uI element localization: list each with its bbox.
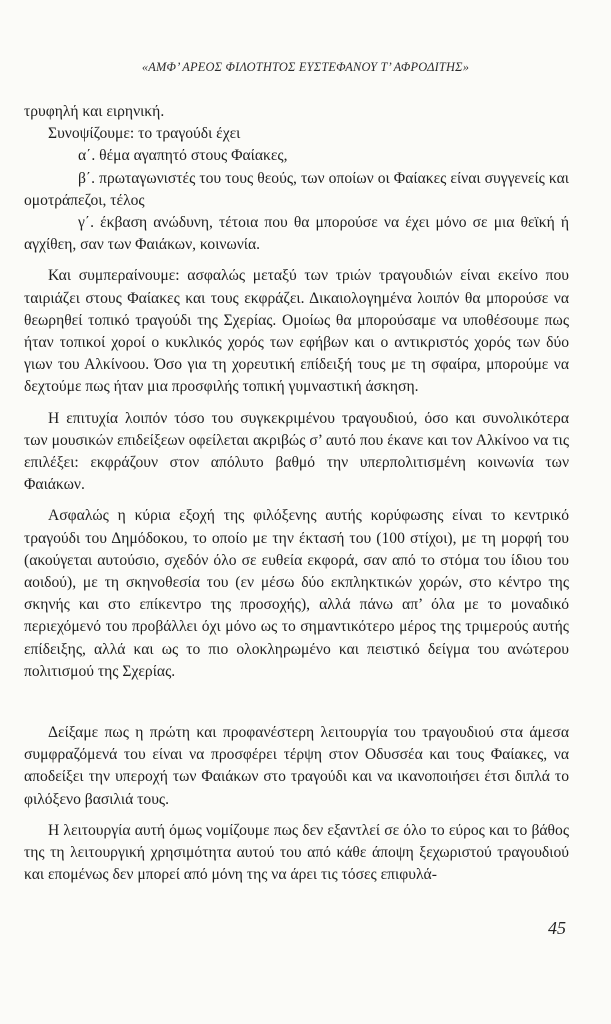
list-item-c: γ΄. έκβαση ανώδυνη, τέτοια που θα μπορούσε να έχει μόνο σε μια θεϊκή ή αγχίθεη, σαν των Φαιάκων, κοινωνία.	[24, 214, 569, 254]
running-header: «ΑΜΦ’ ΑΡΕΟΣ ΦΙΛΟΤΗΤΟΣ ΕΥΣΤΕΦΑΝΟΥ Τ’ ΑΦΡΟΔΙΤΗΣ»	[141, 60, 470, 74]
list-item-a: α΄. θέμα αγαπητό στους Φαίακες,	[78, 147, 288, 165]
paragraph: Δείξαμε πως η πρώτη και προφανέστερη λειτουργία του τραγουδιού στα άμεσα συμφραζόμενά του είναι να προσφέρει τέρψη στον Οδυσσέα και τους Φαίακες, να αποδείξει την υπεροχή των Φαιάκων στο τραγούδι και να ικανοποιήσει έτσι διπλά το φιλόξενο βασιλιά τους.	[24, 724, 569, 808]
page-body	[24, 101, 569, 887]
paragraph: Ασφαλώς η κύρια εξοχή της φιλόξενης αυτής κορύφωσης είναι το κεντρικό τραγούδι του Δημόδοκου, το οποίο με την έκτασή του (100 στίχοι), με τη μορφή του (ακούγεται αυτούσιο, σχεδόν όλο σε ευθεία εκφορά, σαν από το στόμα του ίδιου του αοιδού), με τη σκηνοθεσία του (εν μέσω δύο εκπληκτικών χορών, στο κέντρο της σκηνής και στο επίκεντρο της προσοχής), αλλά πάνω απ’ όλα με το μοναδικό περιεχόμενό του προβάλλει όχι μόνο ως το σημαντικότερο μέρος της τριμερούς αυτής επίδειξης, αλλά και ως το πιο ολοκληρωμένο και πειστικό δείγμα του ανώτερου πολιτισμού της Σχερίας.	[24, 507, 569, 680]
paragraph: Η επιτυχία λοιπόν τόσο του συγκεκριμένου τραγουδιού, όσο και συνολικότερα των μουσικών επιδείξεων οφείλεται ακριβώς σ’ αυτό που έκανε και τον Αλκίνοο να τις επιλέξει: εκφράζουν στον απόλυτο βαθμό την υπερπολιτισμένη κοινωνία των Φαιάκων.	[24, 409, 569, 494]
section-gap	[24, 683, 569, 713]
paragraph: Και συμπεραίνουμε: ασφαλώς μεταξύ των τριών τραγουδιών είναι εκείνο που ταιριάζει στους Φαίακες και τους εκφράζει. Δικαιολογημένα λοιπόν θα μπορούσε να θεωρηθεί τοπικό τραγούδι της Σχερίας. Ομοίως θα μπορούσαμε να υποθέσουμε πως ήταν τοπικοί χοροί ο κυκλικός χορός των εφήβων και ο αντικριστός χορός των δύο γιων του Αλκίνοου. Όσο για τη χορευτική επίδειξή τους με τη σφαίρα, μπορούμε να δεχτούμε πως ήταν μια προσφιλής τοπική γυμναστική άσκηση.	[24, 267, 569, 396]
text-line: τρυφηλή και ειρηνική.	[24, 103, 165, 120]
page-number: 45	[548, 918, 566, 938]
paragraph: Η λειτουργία αυτή όμως νομίζουμε πως δεν εξαντλεί σε όλο το εύρος και το βάθος της τη λειτουργική χρησιμότητα αυτού του από κάθε άποψη ξεχωριστού τραγουδιού και επομένως δεν μπορεί από μόνη της να άρει τις τόσες επιφυλά-	[24, 821, 569, 884]
list-item-b: β΄. πρωταγωνιστές του τους θεούς, των οποίων οι Φαίακες είναι συγγενείς και ομοτράπεζοι, τέλος	[24, 169, 569, 209]
summary-intro: Συνοψίζουμε: το τραγούδι έχει	[48, 125, 241, 143]
